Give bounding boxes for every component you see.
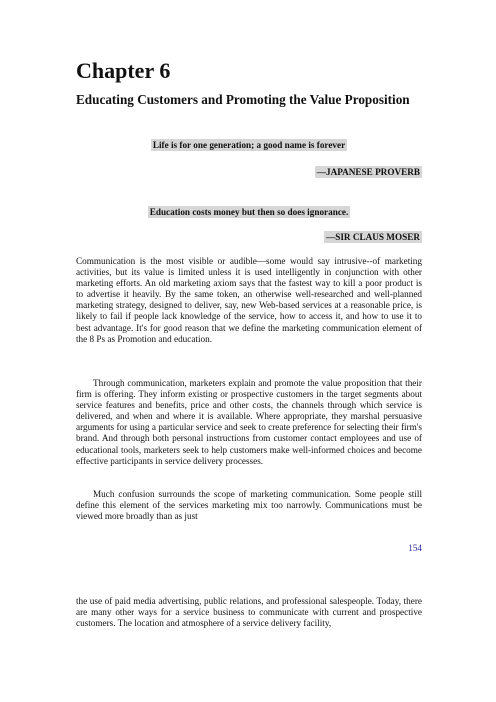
continuation-paragraph: the use of paid media advertising, public relations, and professional salespeople. Today, there are many other ways for a service business to communicate with current and prospective customers. The location and atmosphere of a service delivery facility,: [76, 596, 422, 629]
body-paragraph-2: Through communication, marketers explain and promote the value proposition that their firm is offering. They inform existing or prospective customers in the target segments about service features and benefits, price and other costs, the channels through which service is delivered, and when and where it is available. Where appropriate, they marshal persuasive arguments for using a particular service and seek to create preference for selecting their firm's brand. And through both personal instructions from customer contact employees and use of educational tools, marketers seek to help customers make well-informed choices and become effective participants in service delivery processes.: [76, 378, 422, 466]
page-number: 154: [408, 543, 422, 553]
epigraph-quote-text: Education costs money but then so does ignorance.: [149, 207, 349, 217]
epigraph-quote-text: Life is for one generation; a good name is forever: [152, 140, 346, 150]
epigraph-attribution-2: [76, 232, 422, 242]
chapter-title: Educating Customers and Promoting the Value Proposition: [76, 92, 410, 107]
epigraph-attribution-text: —SIR CLAUS MOSER: [326, 232, 420, 242]
epigraph-attribution-text: —JAPANESE PROVERB: [316, 167, 420, 177]
chapter-number: Chapter 6: [76, 58, 171, 83]
epigraph-quote-1: [76, 140, 422, 150]
epigraph-quote-2: [76, 207, 422, 217]
body-paragraph-1: Communication is the most visible or audible—some would say intrusive--of marketing activities, but its value is limited unless it is used intelligently in conjunction with other marketing efforts. An old marketing axiom says that the fastest way to kill a poor product is to advertise it heavily. By the same token, an otherwise well-researched and well-planned marketing strategy, designed to deliver, say, new Web-based services at a reasonable price, is likely to fail if people lack knowledge of the service, how to access it, and how to use it to best advantage. It's for good reason that we define the marketing communication element of the 8 Ps as Promotion and education.: [76, 256, 422, 344]
epigraph-attribution-1: [76, 167, 422, 177]
body-paragraph-3: Much confusion surrounds the scope of marketing communication. Some people still define this element of the services marketing mix too narrowly. Communications must be viewed more broadly than as just: [76, 489, 422, 522]
